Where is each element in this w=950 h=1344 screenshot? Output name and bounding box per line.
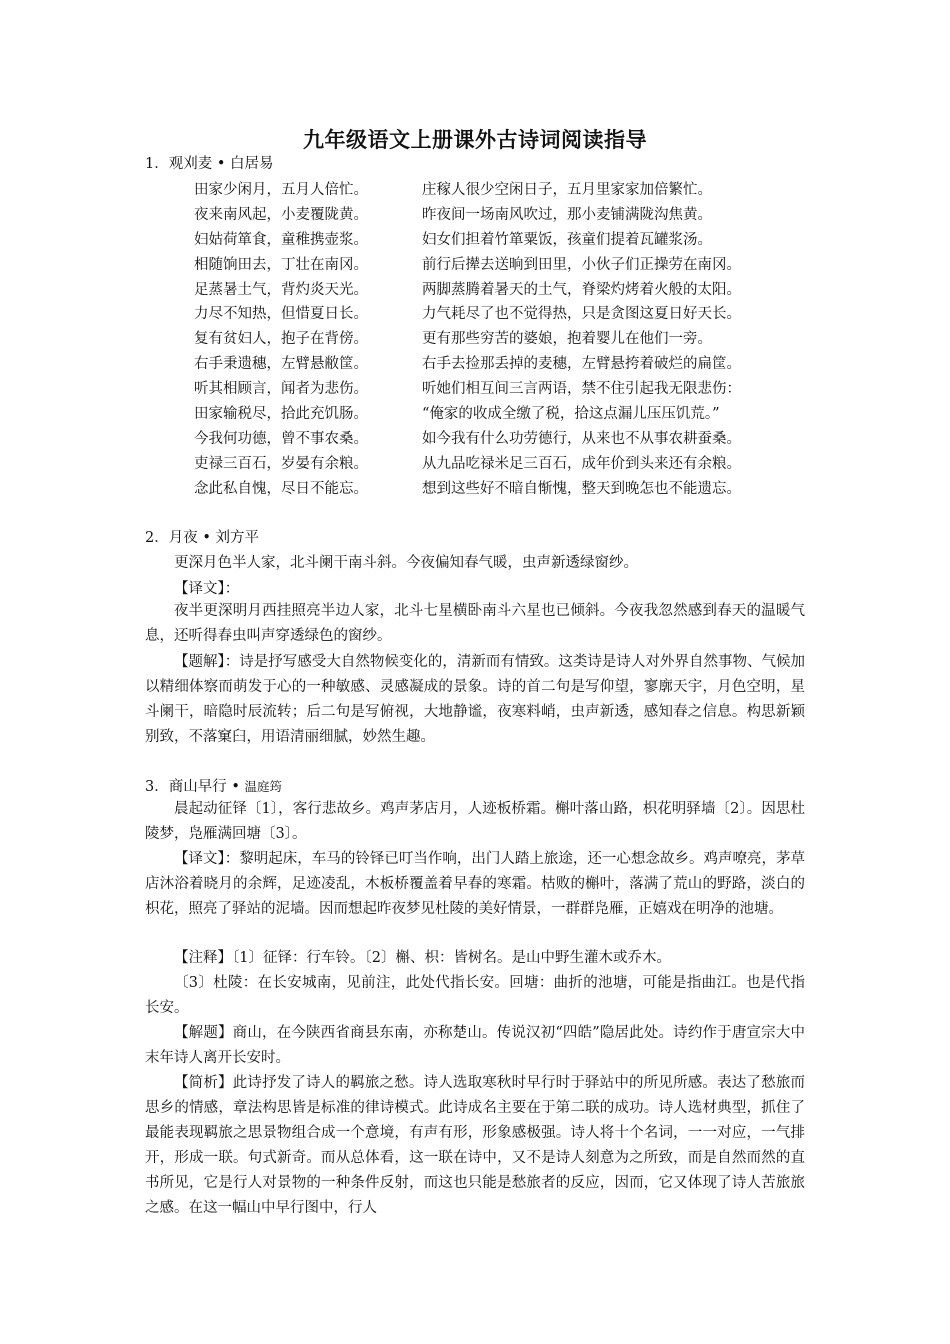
poem-line-translation: 昨夜间一场南风吹过，那小麦铺满陇沟焦黄。	[422, 206, 712, 223]
section3-analysis: 【简析】此诗抒发了诗人的羁旅之愁。诗人选取寒秋时早行时于驿站中的所见所感。表达了愁旅而思乡的情感，章法构思皆是标准的律诗模式。此诗成名主要在于第二联的成功。诗人选材典型，抓住了最能表现羁旅之思景物组合成一个意境，有声有形，形象感极强。诗人将十个名词，一一对应，一气排开，形成一联。句式新奇。而从总体看，这一联在诗中，又不是诗人刻意为之所致，而是自然而然的直书所见，它是行人对景物的一种条件反射，而这也只能是愁旅者的反应，因而，它又体现了诗人苦旅旅之感。在这一幅山中早行图中，行人	[145, 1075, 805, 1217]
poem-line-original: 夜来南风起，小麦覆陇黄。	[194, 206, 368, 223]
poem-row	[194, 402, 741, 427]
poem-row	[194, 327, 741, 352]
section3-author: 温庭筠	[244, 779, 283, 794]
poem-line-translation: 两脚蒸腾着暑天的土气，脊梁灼烤着火般的太阳。	[422, 281, 741, 298]
poem-line-original: 力尽不知热，但惜夏日长。	[194, 306, 368, 323]
poem-line-translation: “俺家的收成全缴了税，拾这点漏儿压压饥荒。”	[422, 406, 720, 423]
section2-poem: 更深月色半人家，北斗阑干南斗斜。今夜偏知春气暖，虫声新透绿窗纱。	[174, 555, 638, 571]
poem-line-original: 右手秉遗穗，左臂悬敝筐。	[194, 356, 368, 373]
poem-row	[194, 377, 741, 402]
poem-row	[194, 477, 741, 502]
section3-poem: 晨起动征铎〔1〕，客行悲故乡。鸡声茅店月，人迹板桥霜。槲叶落山路，枳花明驿墙〔2〕。因思杜陵梦，凫雁满回塘〔3〕。	[145, 801, 805, 843]
poem-line-original: 今我何功德，曾不事农桑。	[194, 430, 368, 447]
poem-line-original: 妇姑荷箪食，童稚携壶浆。	[194, 231, 368, 248]
poem-line-translation: 更有那些穷苦的婆娘，抱着婴儿在他们一旁。	[422, 331, 712, 348]
section2-heading: 2．月夜 • 刘方平	[145, 530, 259, 546]
page-title: 九年级语文上册课外古诗词阅读指导	[303, 128, 647, 152]
poem-row	[194, 352, 741, 377]
poem-line-translation: 力气耗尽了也不觉得热，只是贪图这夏日好天长。	[422, 306, 741, 323]
poem-line-translation: 想到这些好不暗自惭愧，整天到晚怎也不能遗忘。	[422, 480, 741, 497]
poem-line-translation: 从九品吃禄米足三百石，成年价到头来还有余粮。	[422, 455, 741, 472]
section3-note2: 〔3〕杜陵：在长安城南，见前注，此处代指长安。回塘：曲折的池塘，可能是指曲江。也是代指长安。	[145, 975, 805, 1017]
poem-line-original: 吏禄三百石，岁晏有余粮。	[194, 455, 368, 472]
section2-analysis: 【题解】：诗是抒写感受大自然物候变化的，清新而有情致。这类诗是诗人对外界自然事物、气候加以精细体察而萌发于心的一种敏感、灵感凝成的景象。诗的首二句是写仰望，寥廓天宇，月色空明，星斗阑干，暗隐时辰流转；后二句是写俯视，大地静谧，夜寒料峭，虫声新透，感知春之信息。构思新颖别致，不落窠臼，用语清丽细腻，妙然生趣。	[145, 654, 805, 746]
poem-line-translation: 如今我有什么功劳德行，从来也不从事农耕蚕桑。	[422, 430, 741, 447]
section2-translation: 夜半更深明月西挂照亮半边人家，北斗七星横卧南斗六星也已倾斜。今夜我忽然感到春天的温暖气息，还听得春虫叫声穿透绿色的窗纱。	[145, 603, 805, 645]
poem-line-translation: 右手去捡那丢掉的麦穗，左臂悬挎着破烂的扁筐。	[422, 356, 741, 373]
poem-line-original: 听其相顾言，闻者为悲伤。	[194, 381, 368, 398]
section3-heading	[145, 775, 282, 796]
poem-row	[194, 278, 741, 303]
poem-translation-table	[194, 178, 741, 502]
poem-line-original: 念此私自愧，尽日不能忘。	[194, 480, 368, 497]
poem-row	[194, 302, 741, 327]
poem-row	[194, 178, 741, 203]
poem-line-original: 田家输税尽，拾此充饥肠。	[194, 406, 368, 423]
section3-heading-main: 3．商山早行 •	[145, 779, 245, 795]
poem-line-original: 田家少闲月，五月人倍忙。	[194, 182, 368, 198]
section3-note1: 【注释】〔1〕征铎：行车铃。〔2〕槲、枳：皆树名。是山中野生灌木或乔木。	[174, 950, 671, 966]
section1-heading: 1．观刈麦 • 白居易	[145, 156, 274, 172]
poem-row	[194, 452, 741, 477]
poem-line-translation: 庄稼人很少空闲日子，五月里家家加倍繁忙。	[422, 182, 712, 198]
poem-row	[194, 228, 741, 253]
poem-row	[194, 203, 741, 228]
section2-translation-label: 【译文】：	[174, 581, 240, 597]
poem-line-translation: 前行后撵去送晌到田里，小伙子们正操劳在南冈。	[422, 256, 741, 273]
poem-line-original: 足蒸暑土气，背灼炎天光。	[194, 281, 368, 298]
poem-line-original: 相随饷田去，丁壮在南冈。	[194, 256, 368, 273]
poem-row	[194, 253, 741, 278]
poem-line-original: 复有贫妇人，抱子在背傍。	[194, 331, 368, 348]
section3-translation: 【译文】：黎明起床，车马的铃铎已叮当作响，出门人踏上旅途，还一心想念故乡。鸡声嘹亮，茅草店沐浴着晓月的余辉，足迹凌乱，木板桥覆盖着早春的寒霜。枯败的槲叶，落满了荒山的野路，淡白的枳花，照亮了驿站的泥墙。因而想起昨夜梦见杜陵的美好情景，一群群凫雁，正嬉戏在明净的池塘。	[145, 851, 805, 918]
poem-line-translation: 听她们相互间三言两语，禁不住引起我无限悲伤：	[422, 381, 741, 398]
section3-background: 【解题】商山，在今陕西省商县东南，亦称楚山。传说汉初“四皓”隐居此处。诗约作于唐宣宗大中末年诗人离开长安时。	[145, 1025, 805, 1067]
poem-line-translation: 妇女们担着竹箪粟饭，孩童们提着瓦罐浆汤。	[422, 231, 712, 248]
poem-row	[194, 427, 741, 452]
